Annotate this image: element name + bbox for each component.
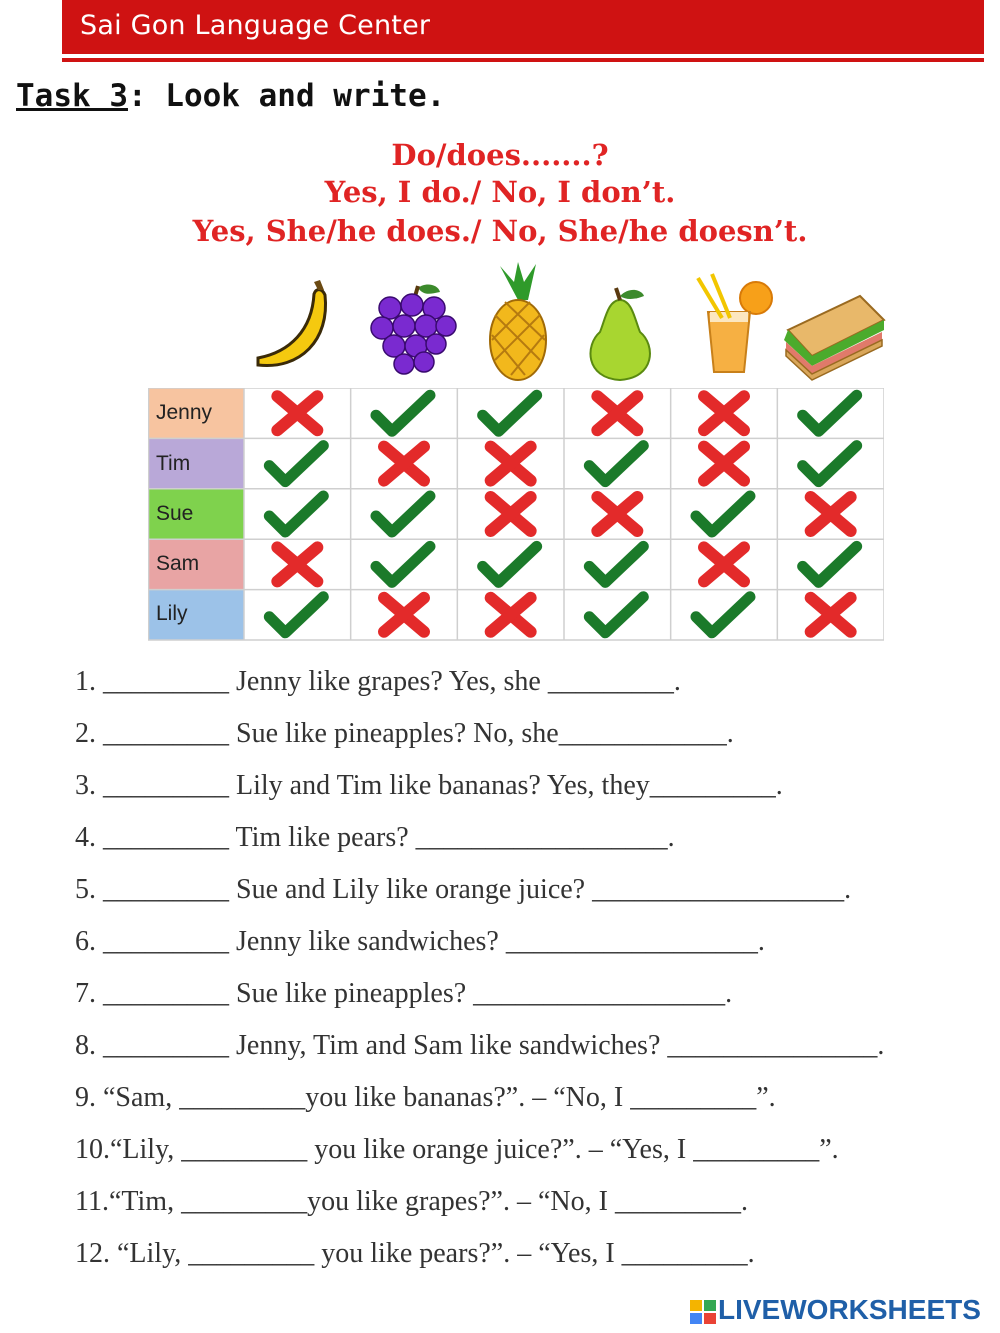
check-mark-icon <box>696 597 750 633</box>
name-cell-jenny <box>148 389 244 439</box>
check-mark-icon <box>589 546 643 582</box>
name-cell-sam <box>148 540 244 590</box>
rule-answer-i: Yes, I do./ No, I don’t. <box>324 175 676 209</box>
name-sam: Sam <box>156 552 200 575</box>
check-mark-icon <box>376 395 430 431</box>
question-1: 1. _________ Jenny like grapes? Yes, she _________. <box>75 666 681 697</box>
check-mark-icon <box>269 446 323 482</box>
task-label: Task 3 <box>16 78 128 114</box>
cross-mark-icon <box>491 497 531 531</box>
question-6: 6. _________ Jenny like sandwiches? __________________. <box>75 926 765 957</box>
name-cell-lily <box>148 590 244 640</box>
cross-mark-icon <box>384 447 424 481</box>
pear-icon <box>590 288 649 380</box>
pineapple-icon <box>490 262 546 380</box>
name-sue: Sue <box>156 502 194 525</box>
likes-table-grid <box>148 388 884 641</box>
name-jenny: Jenny <box>156 401 213 424</box>
center-name: Sai Gon Language Center <box>80 10 431 41</box>
question-11: 11.“Tim, _________you like grapes?”. – “No, I _________. <box>75 1186 748 1217</box>
cross-mark-icon <box>384 598 424 632</box>
likes-table <box>148 388 884 641</box>
cross-mark-icon <box>811 497 851 531</box>
check-mark-icon <box>483 395 537 431</box>
question-2: 2. _________ Sue like pineapples? No, she____________. <box>75 718 734 749</box>
check-mark-icon <box>803 395 857 431</box>
cross-mark-icon <box>277 396 317 430</box>
check-mark-icon <box>269 496 323 532</box>
task-instruction: : Look and write. <box>127 78 446 114</box>
cross-mark-icon <box>704 547 744 581</box>
cross-mark-icon <box>704 447 744 481</box>
grapes-icon <box>371 285 456 374</box>
banana-icon <box>258 280 326 366</box>
question-10: 10.“Lily, _________ you like orange juice?”. – “Yes, I _________”. <box>75 1134 839 1165</box>
question-4: 4. _________ Tim like pears? __________________. <box>75 822 675 853</box>
rule-answer-she-he: Yes, She/he does./ No, She/he doesn’t. <box>192 214 808 248</box>
question-5: 5. _________ Sue and Lily like orange juice? __________________. <box>75 874 852 905</box>
name-tim: Tim <box>156 452 191 475</box>
food-icons <box>0 0 1000 390</box>
check-mark-icon <box>803 446 857 482</box>
check-mark-icon <box>589 597 643 633</box>
check-mark-icon <box>376 496 430 532</box>
cross-mark-icon <box>597 396 637 430</box>
question-12: 12. “Lily, _________ you like pears?”. – “Yes, I _________. <box>75 1238 755 1269</box>
name-lily: Lily <box>156 602 188 625</box>
cross-mark-icon <box>811 598 851 632</box>
orange-juice-icon <box>698 274 772 372</box>
rule-question-form: Do/does.......? <box>391 138 609 172</box>
question-7: 7. _________ Sue like pineapples? __________________. <box>75 978 733 1009</box>
sandwich-icon <box>784 296 884 380</box>
check-mark-icon <box>696 496 750 532</box>
question-3: 3. _________ Lily and Tim like bananas? Yes, they_________. <box>75 770 783 801</box>
liveworksheets-logo-text: LIVEWORKSHEETS <box>718 1294 981 1325</box>
question-9: 9. “Sam, _________you like bananas?”. – “No, I _________”. <box>75 1082 776 1113</box>
check-mark-icon <box>803 546 857 582</box>
liveworksheets-logo-icon <box>690 1298 718 1326</box>
check-mark-icon <box>589 446 643 482</box>
cross-mark-icon <box>704 396 744 430</box>
check-mark-icon <box>483 546 537 582</box>
cross-mark-icon <box>491 598 531 632</box>
name-cell-sue <box>148 490 244 540</box>
cross-mark-icon <box>491 447 531 481</box>
question-8: 8. _________ Jenny, Tim and Sam like sandwiches? _______________. <box>75 1030 885 1061</box>
name-cell-tim <box>148 440 244 490</box>
cross-mark-icon <box>597 497 637 531</box>
cross-mark-icon <box>277 547 317 581</box>
check-mark-icon <box>269 597 323 633</box>
check-mark-icon <box>376 546 430 582</box>
